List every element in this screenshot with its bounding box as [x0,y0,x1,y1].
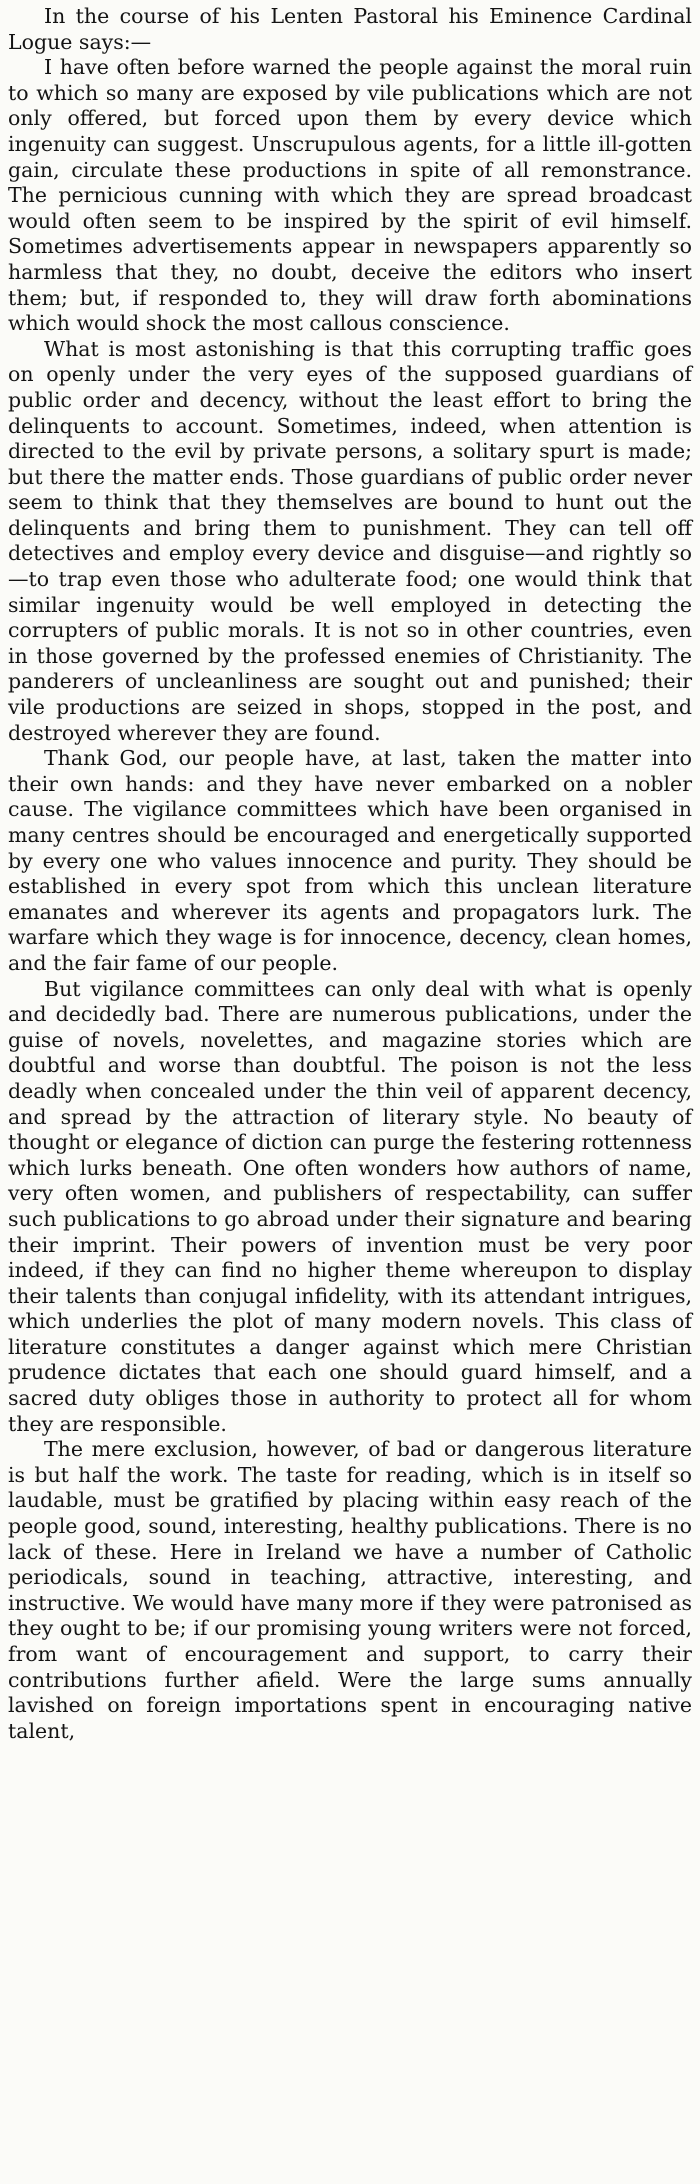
paragraph-traffic: What is most astonishing is that this corrupting traffic goes on openly under the very eyes of the supposed guardians of public order and decency, without the least effort to bring the delinquents to account. Sometimes, indeed, when attention is directed to the evil by private persons, a solitary spurt is made; but there the matter ends. Those guardians of public order never seem to think that they themselves are bound to hunt out the delinquents and bring them to punishment. They can tell off detectives and employ every device and disguise—and rightly so—to trap even those who adulterate food; one would think that similar ingenuity would be well employed in detecting the corrupters of public morals. It is not so in other countries, even in those governed by the professed enemies of Christianity. The panderers of uncleanliness are sought out and punished; their vile productions are seized in shops, stopped in the post, and destroyed wherever they are found. [8,336,692,745]
paragraph-doubtful-literature: But vigilance committees can only deal with what is openly and decidedly bad. There are numerous publications, under the guise of novels, novelettes, and magazine stories which are doubtful and worse than doubtful. The poison is not the less deadly when concealed under the thin veil of apparent decency, and spread by the attraction of literary style. No beauty of thought or elegance of diction can purge the festering rottenness which lurks beneath. One often wonders how authors of name, very often women, and publishers of respectability, can suffer such publications to go abroad under their signature and bearing their imprint. Their powers of invention must be very poor indeed, if they can find no higher theme whereupon to display their talents than conjugal infidelity, with its attendant intrigues, which underlies the plot of many modern novels. This class of literature constitutes a danger against which mere Christian prudence dictates that each one should guard himself, and a sacred duty obliges those in authority to protect all for whom they are responsible. [8,976,692,1436]
paragraph-warning: I have often before warned the people against the moral ruin to which so many are exposed by vile publications which are not only offered, but forced upon them by every device which ingenuity can suggest. Unscrupulous agents, for a little ill-gotten gain, circulate these productions in spite of all remonstrance. The pernicious cunning with which they are spread broadcast would often seem to be inspired by the spirit of evil himself. Sometimes advertisements appear in newspapers apparently so harmless that they, no doubt, deceive the editors who insert them; but, if responded to, they will draw forth abominations which would shock the most callous conscience. [8,55,692,336]
paragraph-intro: In the course of his Lenten Pastoral his Eminence Cardinal Logue says:— [8,4,692,54]
paragraph-good-reading: The mere exclusion, however, of bad or dangerous literature is but half the work. The taste for reading, which is in itself so laudable, must be gratified by placing within easy reach of the people good, sound, interesting, healthy publications. There is no lack of these. Here in Ireland we have a number of Catholic periodicals, sound in teaching, attractive, interesting, and instructive. We would have many more if they were patronised as they ought to be; if our promising young writers were not forced, from want of encouragement and support, to carry their contributions further afield. Were the large sums annually lavished on foreign importations spent in encouraging native talent, [8,1437,692,1743]
paragraph-vigilance: Thank God, our people have, at last, taken the matter into their own hands: and they have never embarked on a nobler cause. The vigilance committees which have been organised in many centres should be encouraged and energetically supported by every one who values innocence and purity. They should be established in every spot from which this unclean literature emanates and wherever its agents and propagators lurk. The warfare which they wage is for innocence, decency, clean homes, and the fair fame of our people. [8,746,692,975]
